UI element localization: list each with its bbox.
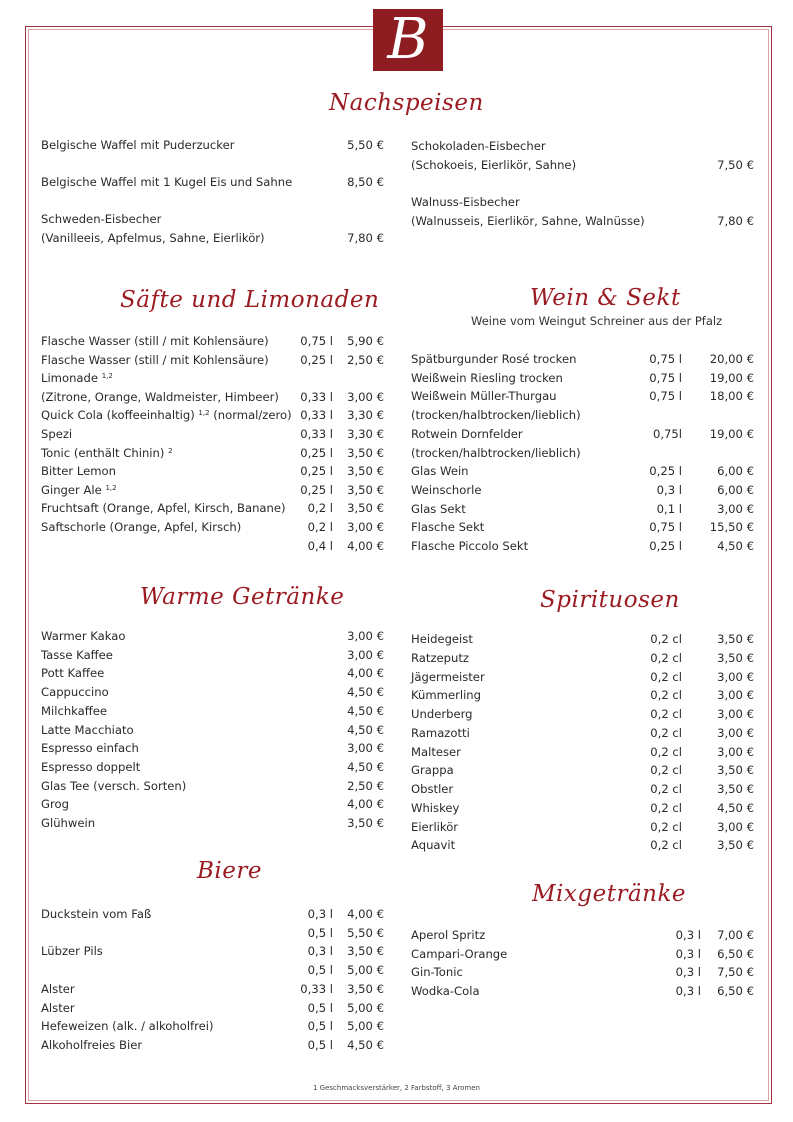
item-name: Kümmerling [411,688,482,702]
item-name: (trocken/halbtrocken/lieblich) [411,446,581,460]
item-name: Milchkaffee [41,704,108,718]
item-size: 0,3 l [675,984,701,998]
item-name: Latte Macchiato [41,723,134,737]
item-size: 0,2 l [307,520,333,534]
item-price: 4,00 € [347,907,384,921]
item-price: 4,50 € [347,1038,384,1052]
item-name: Wodka-Cola [411,984,480,998]
item-price: 3,50 € [717,651,754,665]
item-price: 3,00 € [347,629,384,643]
menu-item [41,942,384,960]
item-price: 2,50 € [347,353,384,367]
item-name: Aquavit [411,838,456,852]
menu-item [41,924,384,942]
item-size: 0,2 cl [650,632,682,646]
item-price: 3,00 € [347,390,384,404]
item-price: 7,00 € [717,928,754,942]
item-size: 0,33 l [300,427,333,441]
restaurant-logo [373,9,443,71]
item-name: Heidegeist [411,632,473,646]
item-name: Tonic (enthält Chinin) $^2$ [41,446,173,460]
item-size: 0,5 l [307,1038,333,1052]
menu-item [41,664,384,682]
item-size: 0,5 l [307,1019,333,1033]
item-name: Lübzer Pils [41,944,103,958]
item-price: 3,50 € [717,763,754,777]
menu-item [411,724,754,742]
item-size: 0,25 l [649,539,682,553]
menu-item [41,406,384,424]
item-size: 0,5 l [307,926,333,940]
section-title-warme: Warme Getränke [140,584,345,610]
menu-item [41,702,384,720]
item-size: 0,3 l [307,907,333,921]
item-size: 0,5 l [307,963,333,977]
item-name: Jägermeister [411,670,485,684]
item-name: Malteser [411,745,461,759]
item-price: 5,50 € [347,926,384,940]
item-price: 3,00 € [717,502,754,516]
menu-item [411,705,754,723]
menu-item [411,945,754,963]
menu-item [411,668,754,686]
menu-item [41,1036,384,1054]
item-size: 0,3 l [675,928,701,942]
item-name-suffix: (normal/zero) [209,408,292,422]
item-footnote-ref: 1,2 [101,372,113,380]
menu-item [41,499,384,517]
menu-item [41,905,384,923]
item-size: 0,2 cl [650,726,682,740]
wein-subtitle: Weine vom Weingut Schreiner aus der Pfalz [471,314,723,328]
section-title-mix: Mixgetränke [532,881,687,907]
menu-item [41,388,384,406]
item-name: Alster [41,1001,75,1015]
item-name: Obstler [411,782,454,796]
item-name: Pott Kaffee [41,666,105,680]
section-title-biere: Biere [197,858,262,884]
item-price: 3,00 € [717,820,754,834]
menu-item [41,961,384,979]
menu-item [411,137,754,155]
menu-item [41,136,384,154]
item-size: 0,75 l [649,389,682,403]
item-size: 0,2 l [307,501,333,515]
item-price: 3,00 € [347,648,384,662]
item-name: Hefeweizen (alk. / alkoholfrei) [41,1019,214,1033]
item-price: 3,00 € [717,688,754,702]
item-price: 4,50 € [347,760,384,774]
menu-item [411,630,754,648]
item-size: 0,33 l [300,390,333,404]
menu-item [41,683,384,701]
item-price: 7,80 € [717,214,754,228]
menu-item [411,350,754,368]
menu-item [41,444,384,462]
item-price: 3,00 € [717,707,754,721]
menu-item [411,649,754,667]
item-price: 3,00 € [717,745,754,759]
menu-item [41,980,384,998]
item-size: 0,2 cl [650,763,682,777]
item-name: Alster [41,982,75,996]
item-size: 0,3 l [656,483,682,497]
menu-item [41,721,384,739]
item-name: Campari-Orange [411,947,508,961]
menu-item [41,351,384,369]
menu-item [411,500,754,518]
item-price: 7,50 € [717,158,754,172]
item-size: 0,75 l [649,520,682,534]
item-name: Gin-Tonic [411,965,463,979]
menu-item [41,646,384,664]
item-price: 6,50 € [717,947,754,961]
item-size: 0,2 cl [650,670,682,684]
item-price: 3,30 € [347,408,384,422]
item-name: Spätburgunder Rosé trocken [411,352,577,366]
menu-item [41,210,384,228]
item-name: Schokoladen-Eisbecher [411,139,546,153]
menu-item [411,686,754,704]
menu-item [411,818,754,836]
item-name: (Walnusseis, Eierlikör, Sahne, Walnüsse) [411,214,645,228]
menu-item [41,369,384,387]
item-size: 0,1 l [656,502,682,516]
section-title-wein: Wein & Sekt [530,285,681,311]
item-price: 3,00 € [717,726,754,740]
item-name: Grog [41,797,69,811]
item-price: 6,00 € [717,483,754,497]
item-size: 0,3 l [675,965,701,979]
item-price: 3,50 € [347,501,384,515]
menu-item [411,406,754,424]
item-price: 20,00 € [709,352,754,366]
menu-item [41,537,384,555]
menu-item [411,387,754,405]
item-name: Belgische Waffel mit 1 Kugel Eis und Sahne [41,175,293,189]
menu-item [411,799,754,817]
item-name: Rotwein Dornfelder [411,427,523,441]
item-name: Eierlikör [411,820,459,834]
item-price: 4,50 € [347,723,384,737]
item-name: Flasche Wasser (still / mit Kohlensäure) [41,334,269,348]
item-size: 0,75 l [300,334,333,348]
item-size: 0,33 l [300,408,333,422]
item-name: Grappa [411,763,454,777]
item-price: 6,00 € [717,464,754,478]
menu-item [411,156,754,174]
item-price: 3,50 € [717,782,754,796]
logo-letter: B [387,7,429,72]
item-price: 4,00 € [347,797,384,811]
item-price: 5,00 € [347,1001,384,1015]
section-title-spirituosen: Spirituosen [540,587,680,613]
item-name: Weißwein Riesling trocken [411,371,563,385]
menu-item [41,999,384,1017]
item-name: Flasche Sekt [411,520,485,534]
menu-item [411,444,754,462]
menu-item [41,518,384,536]
item-size: 0,2 cl [650,651,682,665]
section-title-nachspeisen: Nachspeisen [329,90,484,116]
menu-item [411,193,754,211]
menu-item [41,739,384,757]
item-size: 0,2 cl [650,688,682,702]
item-price: 18,00 € [709,389,754,403]
item-name: (Schokoeis, Eierlikör, Sahne) [411,158,577,172]
item-size: 0,2 cl [650,838,682,852]
item-name: Whiskey [411,801,460,815]
item-price: 3,50 € [347,446,384,460]
menu-item [41,1017,384,1035]
item-price: 4,50 € [347,704,384,718]
item-price: 5,00 € [347,1019,384,1033]
item-price: 4,50 € [347,685,384,699]
item-name: Spezi [41,427,73,441]
item-name: Schweden-Eisbecher [41,212,162,226]
item-price: 15,50 € [709,520,754,534]
item-name: Limonade $^{1,2}$ [41,371,113,385]
item-price: 3,50 € [347,464,384,478]
item-footnote-ref: 1,2 [198,409,210,417]
item-footnote-ref: 1,2 [105,484,117,492]
item-size: 0,75l [652,427,682,441]
item-price: 8,50 € [347,175,384,189]
item-price: 19,00 € [709,371,754,385]
menu-item [41,229,384,247]
item-price: 3,50 € [717,632,754,646]
menu-item [411,761,754,779]
item-name: Aperol Spritz [411,928,486,942]
item-name: Weißwein Müller-Thurgau [411,389,557,403]
item-name: Glas Sekt [411,502,466,516]
item-name: Warmer Kakao [41,629,126,643]
item-name: Fruchtsaft (Orange, Apfel, Kirsch, Banane) [41,501,286,515]
item-size: 0,25 l [300,353,333,367]
item-size: 0,3 l [307,944,333,958]
item-price: 7,80 € [347,231,384,245]
item-size: 0,2 cl [650,782,682,796]
menu-item [411,481,754,499]
item-size: 0,75 l [649,352,682,366]
item-name: Belgische Waffel mit Puderzucker [41,138,235,152]
item-name: Espresso einfach [41,741,139,755]
item-price: 7,50 € [717,965,754,979]
footnote: 1 Geschmacksverstärker, 2 Farbstoff, 3 Aromen [313,1084,480,1092]
item-size: 0,2 cl [650,801,682,815]
item-name: Flasche Piccolo Sekt [411,539,529,553]
item-size: 0,4 l [307,539,333,553]
menu-item [411,836,754,854]
item-name: Weinschorle [411,483,482,497]
item-price: 3,50 € [347,816,384,830]
item-price: 3,30 € [347,427,384,441]
item-size: 0,2 cl [650,707,682,721]
item-size: 0,75 l [649,371,682,385]
item-name: Walnuss-Eisbecher [411,195,520,209]
menu-item [41,777,384,795]
menu-item [41,425,384,443]
section-title-saefte: Säfte und Limonaden [120,287,380,313]
item-price: 4,00 € [347,666,384,680]
menu-item [41,332,384,350]
item-name: Tasse Kaffee [41,648,113,662]
menu-item [41,481,384,499]
item-size: 0,3 l [675,947,701,961]
item-price: 3,00 € [717,670,754,684]
item-name: Saftschorle (Orange, Apfel, Kirsch) [41,520,242,534]
item-name: Cappuccino [41,685,109,699]
item-price: 6,50 € [717,984,754,998]
item-name: Espresso doppelt [41,760,141,774]
item-name: Flasche Wasser (still / mit Kohlensäure) [41,353,269,367]
item-price: 3,00 € [347,520,384,534]
item-price: 2,50 € [347,779,384,793]
menu-item [411,212,754,230]
item-size: 0,33 l [300,982,333,996]
item-price: 3,50 € [347,944,384,958]
menu-item [41,627,384,645]
menu-item [411,780,754,798]
item-name: Glühwein [41,816,96,830]
item-size: 0,2 cl [650,745,682,759]
item-size: 0,5 l [307,1001,333,1015]
menu-item [411,425,754,443]
item-price: 5,90 € [347,334,384,348]
item-name: Alkoholfreies Bier [41,1038,143,1052]
item-price: 3,00 € [347,741,384,755]
menu-item [411,369,754,387]
menu-item [41,173,384,191]
menu-item [411,743,754,761]
menu-item [411,537,754,555]
item-price: 3,50 € [347,982,384,996]
item-name: Bitter Lemon [41,464,116,478]
item-name: Glas Tee (versch. Sorten) [41,779,187,793]
menu-item [411,963,754,981]
item-name: (Vanilleeis, Apfelmus, Sahne, Eierlikör) [41,231,265,245]
item-name: Quick Cola (koffeeinhaltig) $^{1,2}$ (normal/zero) [41,408,292,422]
item-size: 0,2 cl [650,820,682,834]
menu-item [411,518,754,536]
item-name: (trocken/halbtrocken/lieblich) [411,408,581,422]
item-footnote-ref: 2 [168,447,173,455]
menu-item [41,814,384,832]
item-size: 0,25 l [649,464,682,478]
item-size: 0,25 l [300,483,333,497]
item-price: 4,50 € [717,801,754,815]
item-price: 3,50 € [347,483,384,497]
menu-item [41,795,384,813]
item-name: Ramazotti [411,726,470,740]
item-price: 5,00 € [347,963,384,977]
item-name: Duckstein vom Faß [41,907,152,921]
item-price: 19,00 € [709,427,754,441]
item-name: Ginger Ale $^{1,2}$ [41,483,117,497]
item-name: Glas Wein [411,464,469,478]
item-name: (Zitrone, Orange, Waldmeister, Himbeer) [41,390,279,404]
item-price: 4,00 € [347,539,384,553]
item-name: Ratzeputz [411,651,470,665]
item-size: 0,25 l [300,446,333,460]
menu-item [41,462,384,480]
menu-item [41,758,384,776]
item-price: 3,50 € [717,838,754,852]
menu-item [411,982,754,1000]
item-price: 4,50 € [717,539,754,553]
menu-item [411,462,754,480]
item-price: 5,50 € [347,138,384,152]
item-name: Underberg [411,707,473,721]
menu-item [411,926,754,944]
item-size: 0,25 l [300,464,333,478]
